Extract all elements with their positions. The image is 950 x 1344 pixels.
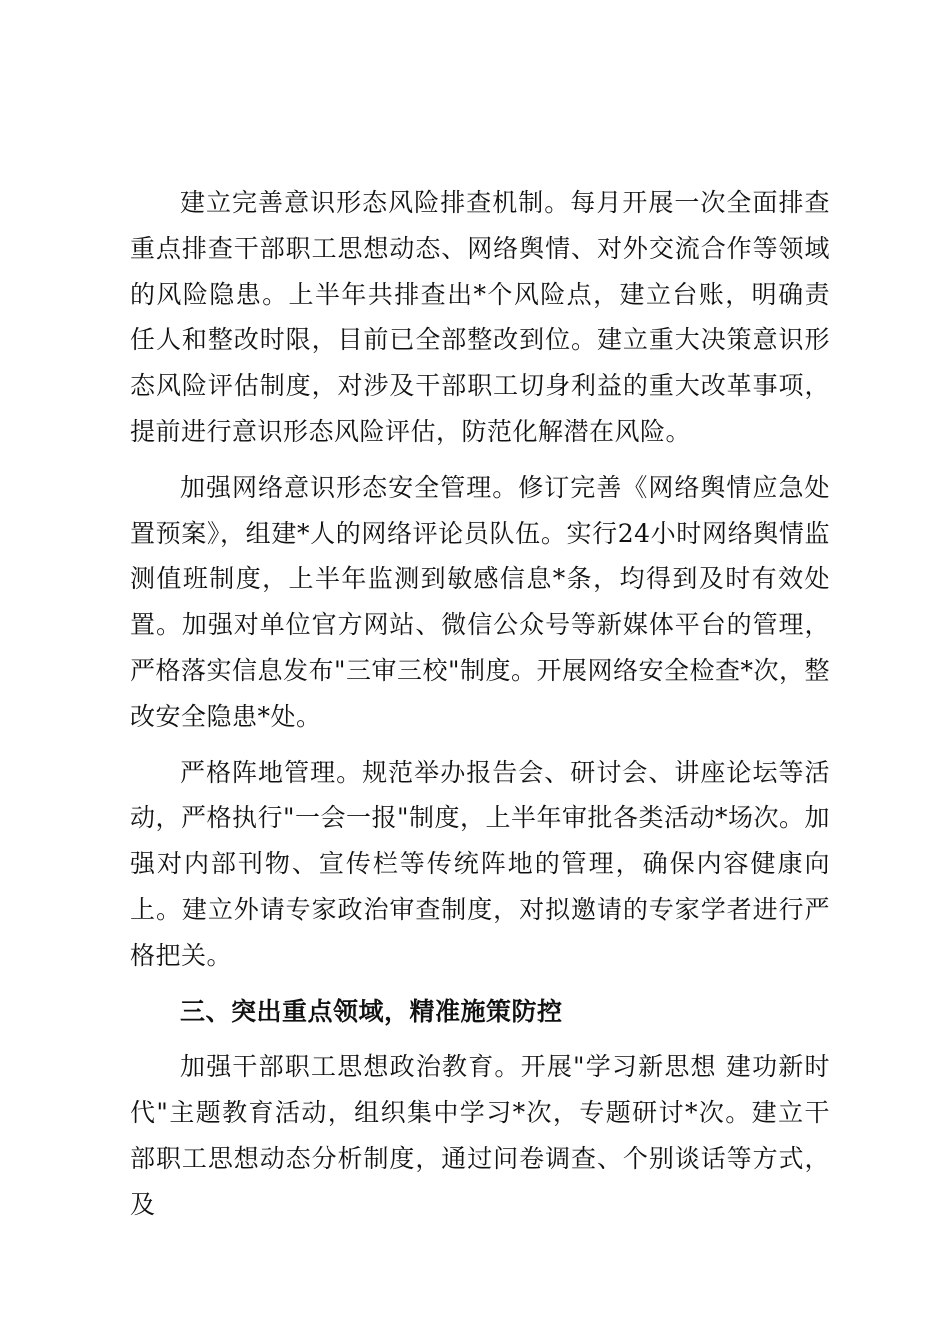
paragraph-risk-screening: 建立完善意识形态风险排查机制。每月开展一次全面排查重点排查干部职工思想动态、网络舆情、对外交流合作等领域的风险隐患。上半年共排查出*个风险点，建立台账，明确责任人和整改时限，目前已全部整改到位。建立重大决策意识形态风险评估制度，对涉及干部职工切身利益的重大改革事项，提前进行意识形态风险评估，防范化解潜在风险。	[130, 188, 830, 446]
document-page	[130, 180, 830, 1238]
paragraph-position-management: 严格阵地管理。规范举办报告会、研讨会、讲座论坛等活动，严格执行"一会一报"制度，上半年审批各类活动*场次。加强对内部刊物、宣传栏等传统阵地的管理，确保内容健康向上。建立外请专家政治审查制度，对拟邀请的专家学者进行严格把关。	[130, 757, 831, 970]
section-heading: 三、突出重点领域，精准施策防控	[180, 996, 563, 1026]
paragraph-political-education: 加强干部职工思想政治教育。开展"学习新思想 建功新时代"主题教育活动，组织集中学习*次，专题研讨*次。建立干部职工思想动态分析制度，通过问卷调查、个别谈话等方式，及	[130, 1052, 830, 1219]
paragraph-network-security: 加强网络意识形态安全管理。修订完善《网络舆情应急处置预案》，组建*人的网络评论员队伍。实行24小时网络舆情监测值班制度，上半年监测到敏感信息*条，均得到及时有效处置。加强对单位官方网站、微信公众号等新媒体平台的管理，严格落实信息发布"三审三校"制度。开展网络安全检查*次，整改安全隐患*处。	[130, 472, 831, 731]
